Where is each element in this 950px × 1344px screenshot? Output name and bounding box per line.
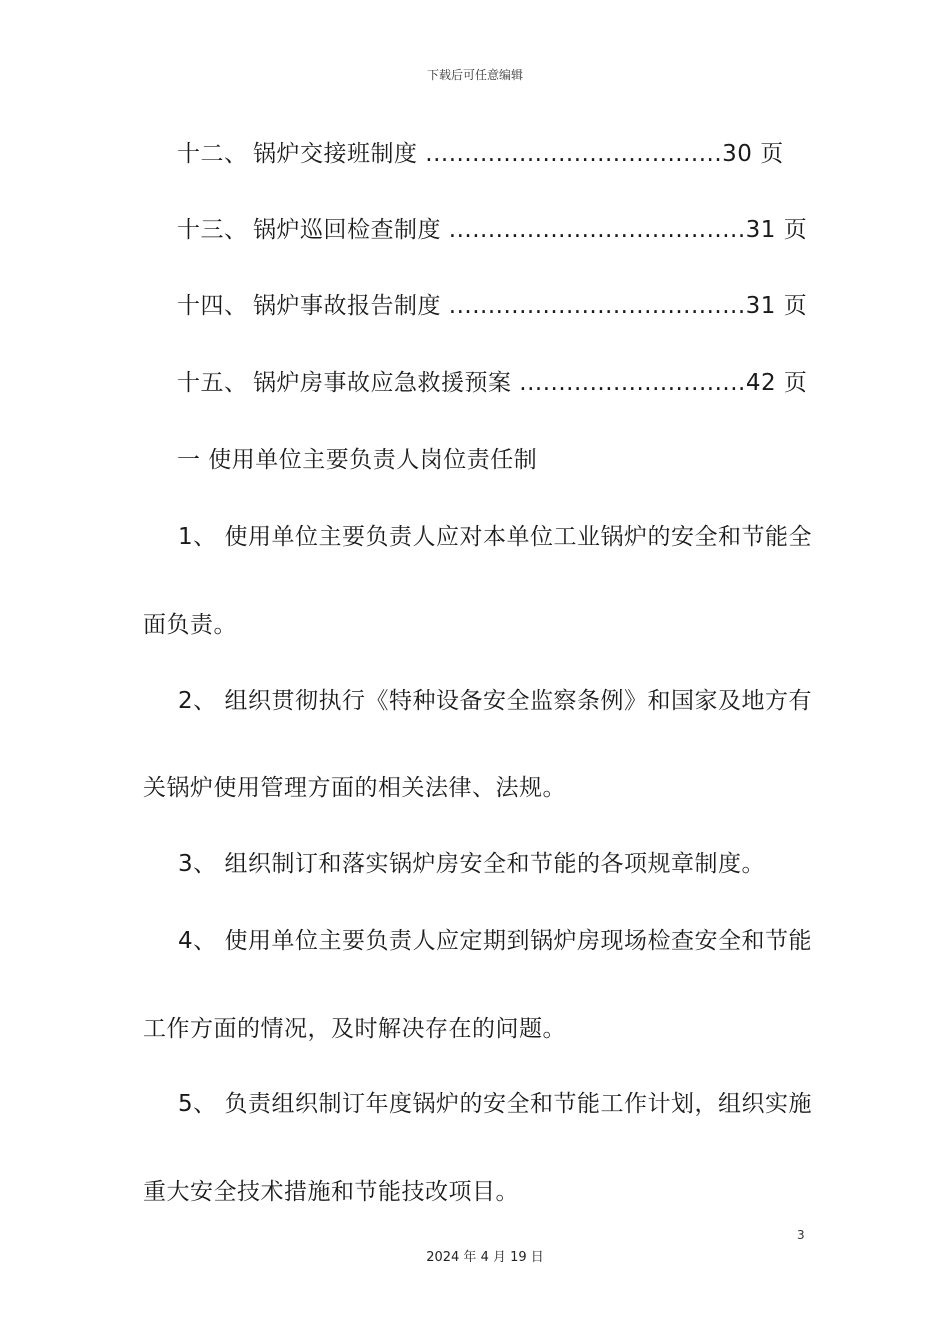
toc-entry[interactable] — [177, 135, 784, 168]
paragraph-line: 2、 组织贯彻执行《特种设备安全监察条例》和国家及地方有 — [178, 688, 812, 714]
paragraph-line: 1、 使用单位主要负责人应对本单位工业锅炉的安全和节能全 — [178, 524, 812, 550]
toc-entry-text: 锅炉房事故应急救援预案 .............................42 页 — [253, 370, 808, 396]
toc-entry[interactable] — [177, 211, 807, 244]
paragraph-line: 工作方面的情况，及时解决存在的问题。 — [143, 1016, 566, 1042]
toc-entry-number: 十五、 — [177, 370, 248, 396]
toc-entry-text: 锅炉巡回检查制度 ......................................31 页 — [253, 217, 808, 243]
section-title: 一 使用单位主要负责人岗位责任制 — [177, 447, 538, 473]
toc-entry-number: 十二、 — [177, 141, 248, 167]
footer-date: 2024 年 4 月 19 日 — [426, 1250, 544, 1265]
toc-entry-text: 锅炉事故报告制度 ......................................31 页 — [253, 293, 808, 319]
paragraph-line: 面负责。 — [143, 612, 237, 638]
toc-entry-number: 十四、 — [177, 293, 248, 319]
paragraph-line: 重大安全技术措施和节能技改项目。 — [143, 1179, 519, 1205]
toc-entry[interactable] — [177, 287, 807, 320]
page-number: 3 — [797, 1228, 805, 1242]
page-header: 下载后可任意编辑 — [426, 68, 523, 82]
toc-entry-text: 锅炉交接班制度 ......................................30 页 — [253, 141, 784, 167]
paragraph-line: 3、 组织制订和落实锅炉房安全和节能的各项规章制度。 — [178, 851, 765, 877]
paragraph-line: 关锅炉使用管理方面的相关法律、法规。 — [143, 775, 566, 801]
toc-entry[interactable] — [177, 364, 807, 397]
toc-entry-number: 十三、 — [177, 217, 248, 243]
paragraph-line: 4、 使用单位主要负责人应定期到锅炉房现场检查安全和节能 — [178, 928, 812, 954]
paragraph-line: 5、 负责组织制订年度锅炉的安全和节能工作计划，组织实施 — [178, 1091, 812, 1117]
